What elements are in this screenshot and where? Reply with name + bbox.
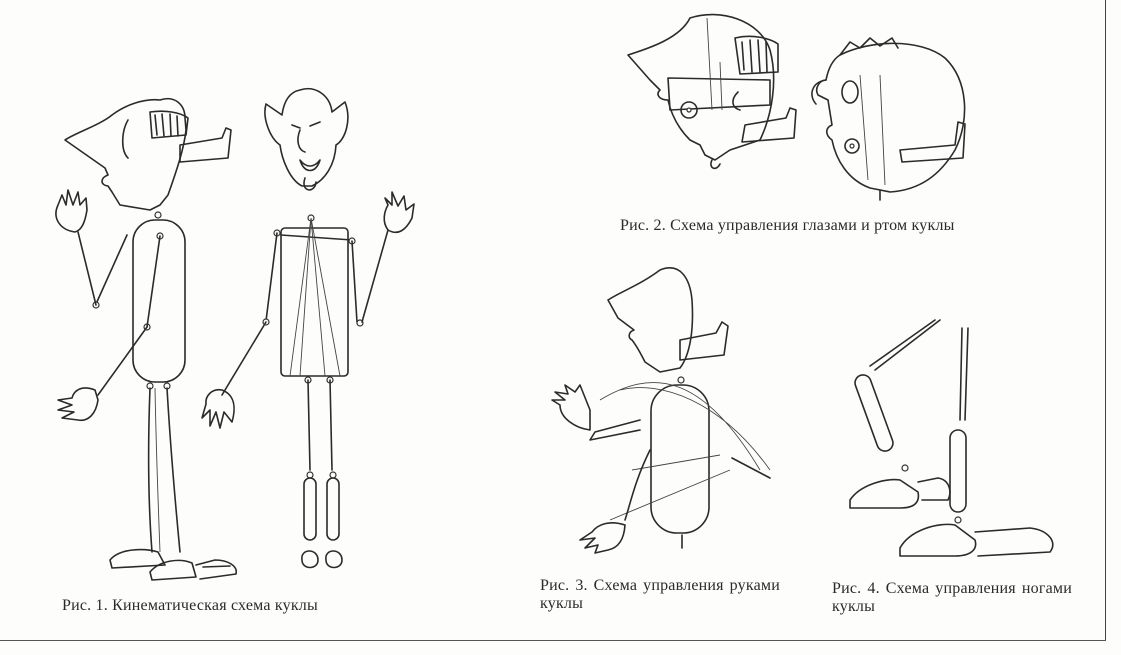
fig1-puppet-side (56, 99, 236, 580)
fig4-caption: Рис. 4. Схема управления ногами куклы (832, 580, 1072, 615)
fig1-puppet-front (202, 89, 414, 568)
fig4-puppet-legs (850, 320, 1053, 556)
fig1-caption: Рис. 1. Кинематическая схема куклы (62, 597, 318, 614)
fig3-caption: Рис. 3. Схема управления руками куклы (540, 577, 780, 612)
fig2-caption: Рис. 2. Схема управления глазами и ртом куклы (620, 217, 955, 234)
fig2-head-right (812, 38, 965, 200)
fig3-puppet-arms (552, 268, 770, 553)
fig2-head-left (628, 15, 796, 169)
